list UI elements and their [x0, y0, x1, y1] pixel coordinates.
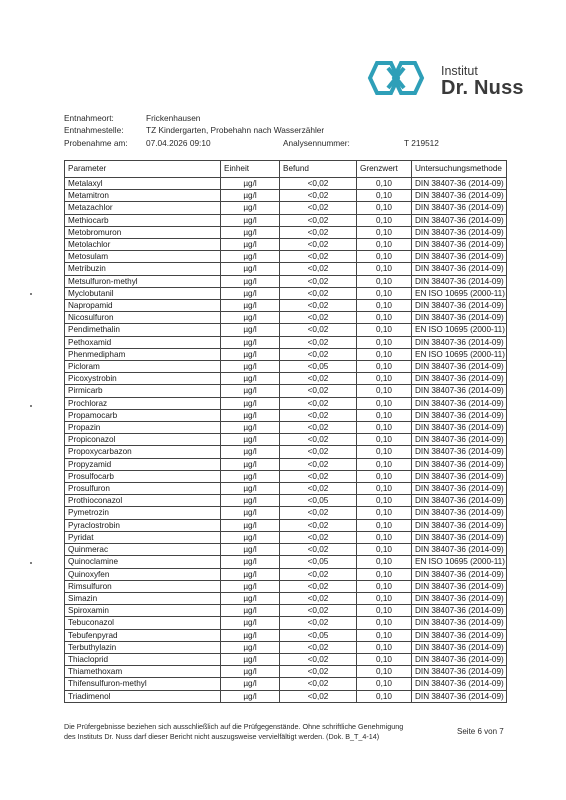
cell-parameter: Pendimethalin [65, 324, 221, 336]
cell-einheit: µg/l [221, 458, 280, 470]
table-row [65, 483, 507, 495]
table-row [65, 348, 507, 360]
cell-einheit: µg/l [221, 495, 280, 507]
cell-parameter: Prosulfuron [65, 483, 221, 495]
cell-grenzwert: 0,10 [357, 458, 412, 470]
cell-befund: <0,02 [280, 336, 357, 348]
cell-methode: DIN 38407-36 (2014-09) [412, 458, 507, 470]
cell-einheit: µg/l [221, 287, 280, 299]
cell-parameter: Pethoxamid [65, 336, 221, 348]
cell-befund: <0,02 [280, 483, 357, 495]
probenahme-label: Probenahme am: [64, 138, 128, 148]
table-row [65, 653, 507, 665]
cell-befund: <0,05 [280, 556, 357, 568]
table-row [65, 263, 507, 275]
cell-einheit: µg/l [221, 178, 280, 190]
cell-befund: <0,02 [280, 214, 357, 226]
cell-parameter: Picloram [65, 361, 221, 373]
cell-parameter: Pirmicarb [65, 385, 221, 397]
cell-methode: DIN 38407-36 (2014-09) [412, 214, 507, 226]
cell-befund: <0,02 [280, 666, 357, 678]
cell-grenzwert: 0,10 [357, 409, 412, 421]
header-parameter: Parameter [65, 161, 221, 178]
cell-parameter: Pymetrozin [65, 507, 221, 519]
cell-methode: DIN 38407-36 (2014-09) [412, 361, 507, 373]
table-row [65, 446, 507, 458]
cell-grenzwert: 0,10 [357, 580, 412, 592]
cell-grenzwert: 0,10 [357, 263, 412, 275]
cell-grenzwert: 0,10 [357, 336, 412, 348]
cell-befund: <0,02 [280, 592, 357, 604]
cell-grenzwert: 0,10 [357, 556, 412, 568]
cell-parameter: Prosulfocarb [65, 470, 221, 482]
cell-befund: <0,02 [280, 507, 357, 519]
cell-befund: <0,02 [280, 251, 357, 263]
institute-name: Dr. Nuss [441, 77, 524, 99]
cell-parameter: Metazachlor [65, 202, 221, 214]
cell-einheit: µg/l [221, 483, 280, 495]
cell-grenzwert: 0,10 [357, 178, 412, 190]
institute-label: Institut [441, 64, 478, 78]
cell-methode: DIN 38407-36 (2014-09) [412, 592, 507, 604]
table-header-row [65, 161, 507, 178]
cell-befund: <0,02 [280, 605, 357, 617]
cell-grenzwert: 0,10 [357, 348, 412, 360]
cell-einheit: µg/l [221, 422, 280, 434]
table-row [65, 434, 507, 446]
table-row [65, 178, 507, 190]
cell-parameter: Tebuconazol [65, 617, 221, 629]
cell-grenzwert: 0,10 [357, 629, 412, 641]
cell-einheit: µg/l [221, 312, 280, 324]
cell-einheit: µg/l [221, 239, 280, 251]
cell-einheit: µg/l [221, 263, 280, 275]
cell-methode: DIN 38407-36 (2014-09) [412, 239, 507, 251]
cell-befund: <0,02 [280, 678, 357, 690]
table-row [65, 666, 507, 678]
hexagon-logo-icon [366, 61, 436, 95]
cell-parameter: Tebufenpyrad [65, 629, 221, 641]
table-row [65, 397, 507, 409]
cell-parameter: Thiamethoxam [65, 666, 221, 678]
cell-grenzwert: 0,10 [357, 422, 412, 434]
table-row [65, 312, 507, 324]
cell-grenzwert: 0,10 [357, 275, 412, 287]
cell-methode: DIN 38407-36 (2014-09) [412, 190, 507, 202]
cell-einheit: µg/l [221, 605, 280, 617]
cell-grenzwert: 0,10 [357, 653, 412, 665]
table-row [65, 300, 507, 312]
cell-befund: <0,02 [280, 287, 357, 299]
cell-befund: <0,02 [280, 263, 357, 275]
cell-befund: <0,02 [280, 617, 357, 629]
header-grenzwert: Grenzwert [357, 161, 412, 178]
cell-grenzwert: 0,10 [357, 544, 412, 556]
cell-methode: DIN 38407-36 (2014-09) [412, 495, 507, 507]
cell-befund: <0,02 [280, 458, 357, 470]
cell-parameter: Pyridat [65, 531, 221, 543]
cell-befund: <0,02 [280, 580, 357, 592]
cell-methode: DIN 38407-36 (2014-09) [412, 409, 507, 421]
cell-einheit: µg/l [221, 324, 280, 336]
cell-parameter: Metalaxyl [65, 178, 221, 190]
cell-methode: DIN 38407-36 (2014-09) [412, 263, 507, 275]
cell-einheit: µg/l [221, 653, 280, 665]
cell-grenzwert: 0,10 [357, 641, 412, 653]
cell-befund: <0,02 [280, 422, 357, 434]
table-row [65, 592, 507, 604]
cell-befund: <0,02 [280, 178, 357, 190]
cell-parameter: Metolachlor [65, 239, 221, 251]
cell-grenzwert: 0,10 [357, 531, 412, 543]
cell-parameter: Propyzamid [65, 458, 221, 470]
cell-befund: <0,02 [280, 531, 357, 543]
cell-grenzwert: 0,10 [357, 190, 412, 202]
cell-grenzwert: 0,10 [357, 397, 412, 409]
cell-einheit: µg/l [221, 226, 280, 238]
cell-befund: <0,02 [280, 275, 357, 287]
cell-einheit: µg/l [221, 434, 280, 446]
table-row [65, 556, 507, 568]
cell-grenzwert: 0,10 [357, 202, 412, 214]
cell-einheit: µg/l [221, 251, 280, 263]
cell-methode: DIN 38407-36 (2014-09) [412, 483, 507, 495]
cell-befund: <0,02 [280, 397, 357, 409]
cell-methode: DIN 38407-36 (2014-09) [412, 422, 507, 434]
table-row [65, 544, 507, 556]
cell-parameter: Triadimenol [65, 690, 221, 702]
cell-grenzwert: 0,10 [357, 605, 412, 617]
cell-einheit: µg/l [221, 544, 280, 556]
cell-einheit: µg/l [221, 666, 280, 678]
cell-parameter: Napropamid [65, 300, 221, 312]
cell-befund: <0,02 [280, 470, 357, 482]
cell-einheit: µg/l [221, 617, 280, 629]
cell-parameter: Picoxystrobin [65, 373, 221, 385]
table-row [65, 422, 507, 434]
cell-befund: <0,02 [280, 300, 357, 312]
cell-methode: DIN 38407-36 (2014-09) [412, 202, 507, 214]
analysennummer-label: Analysennummer: [283, 138, 350, 148]
table-row [65, 617, 507, 629]
cell-grenzwert: 0,10 [357, 507, 412, 519]
cell-einheit: µg/l [221, 409, 280, 421]
cell-befund: <0,02 [280, 190, 357, 202]
cell-befund: <0,02 [280, 446, 357, 458]
table-row [65, 409, 507, 421]
cell-befund: <0,02 [280, 324, 357, 336]
cell-befund: <0,02 [280, 544, 357, 556]
cell-grenzwert: 0,10 [357, 239, 412, 251]
cell-einheit: µg/l [221, 556, 280, 568]
cell-methode: DIN 38407-36 (2014-09) [412, 373, 507, 385]
cell-parameter: Metosulam [65, 251, 221, 263]
cell-grenzwert: 0,10 [357, 214, 412, 226]
cell-parameter: Metsulfuron-methyl [65, 275, 221, 287]
cell-befund: <0,02 [280, 519, 357, 531]
cell-befund: <0,02 [280, 226, 357, 238]
cell-befund: <0,02 [280, 409, 357, 421]
table-row [65, 580, 507, 592]
cell-methode: EN ISO 10695 (2000-11) [412, 287, 507, 299]
cell-parameter: Metobromuron [65, 226, 221, 238]
cell-parameter: Propazin [65, 422, 221, 434]
cell-einheit: µg/l [221, 641, 280, 653]
cell-parameter: Propamocarb [65, 409, 221, 421]
cell-einheit: µg/l [221, 385, 280, 397]
cell-parameter: Spiroxamin [65, 605, 221, 617]
cell-einheit: µg/l [221, 690, 280, 702]
cell-grenzwert: 0,10 [357, 568, 412, 580]
table-row [65, 458, 507, 470]
cell-parameter: Propoxycarbazon [65, 446, 221, 458]
cell-methode: DIN 38407-36 (2014-09) [412, 617, 507, 629]
table-row [65, 324, 507, 336]
cell-parameter: Methiocarb [65, 214, 221, 226]
cell-grenzwert: 0,10 [357, 324, 412, 336]
cell-parameter: Rimsulfuron [65, 580, 221, 592]
analysennummer-value: T 219512 [404, 138, 439, 148]
cell-grenzwert: 0,10 [357, 312, 412, 324]
cell-befund: <0,05 [280, 629, 357, 641]
cell-methode: DIN 38407-36 (2014-09) [412, 312, 507, 324]
cell-grenzwert: 0,10 [357, 226, 412, 238]
entnahmestelle-label: Entnahmestelle: [64, 125, 124, 135]
table-row [65, 568, 507, 580]
cell-methode: DIN 38407-36 (2014-09) [412, 605, 507, 617]
cell-methode: EN ISO 10695 (2000-11) [412, 324, 507, 336]
cell-grenzwert: 0,10 [357, 287, 412, 299]
cell-parameter: Metamitron [65, 190, 221, 202]
probenahme-value: 07.04.2026 09:10 [146, 138, 211, 148]
entnahmestelle-value: TZ Kindergarten, Probehahn nach Wasserzähler [146, 125, 325, 135]
table-row [65, 470, 507, 482]
cell-parameter: Thiacloprid [65, 653, 221, 665]
cell-grenzwert: 0,10 [357, 592, 412, 604]
cell-parameter: Metribuzin [65, 263, 221, 275]
header-untersuchungsmethode: Untersuchungsmethode [412, 161, 507, 178]
table-row [65, 641, 507, 653]
cell-einheit: µg/l [221, 470, 280, 482]
cell-methode: DIN 38407-36 (2014-09) [412, 568, 507, 580]
cell-einheit: µg/l [221, 580, 280, 592]
cell-methode: DIN 38407-36 (2014-09) [412, 507, 507, 519]
cell-methode: DIN 38407-36 (2014-09) [412, 434, 507, 446]
cell-grenzwert: 0,10 [357, 678, 412, 690]
entnahmeort-label: Entnahmeort: [64, 113, 114, 123]
cell-parameter: Terbuthylazin [65, 641, 221, 653]
cell-methode: DIN 38407-36 (2014-09) [412, 470, 507, 482]
cell-parameter: Propiconazol [65, 434, 221, 446]
cell-befund: <0,02 [280, 348, 357, 360]
cell-einheit: µg/l [221, 214, 280, 226]
table-row [65, 495, 507, 507]
table-row [65, 226, 507, 238]
cell-methode: DIN 38407-36 (2014-09) [412, 336, 507, 348]
table-row [65, 531, 507, 543]
cell-methode: DIN 38407-36 (2014-09) [412, 666, 507, 678]
cell-methode: EN ISO 10695 (2000-11) [412, 556, 507, 568]
table-row [65, 361, 507, 373]
cell-befund: <0,05 [280, 361, 357, 373]
cell-einheit: µg/l [221, 446, 280, 458]
table-row [65, 275, 507, 287]
cell-einheit: µg/l [221, 592, 280, 604]
cell-methode: EN ISO 10695 (2000-11) [412, 348, 507, 360]
cell-grenzwert: 0,10 [357, 251, 412, 263]
cell-methode: DIN 38407-36 (2014-09) [412, 690, 507, 702]
page-number: Seite 6 von 7 [457, 727, 504, 736]
cell-methode: DIN 38407-36 (2014-09) [412, 397, 507, 409]
cell-parameter: Quinoxyfen [65, 568, 221, 580]
table-row [65, 214, 507, 226]
cell-grenzwert: 0,10 [357, 690, 412, 702]
cell-einheit: µg/l [221, 519, 280, 531]
cell-grenzwert: 0,10 [357, 385, 412, 397]
disclaimer-line-1: Die Prüfergebnisse beziehen sich ausschließlich auf die Prüfgegenstände. Ohne schriftliche Genehmigung [64, 722, 404, 731]
cell-befund: <0,05 [280, 495, 357, 507]
entnahmeort-value: Frickenhausen [146, 113, 201, 123]
cell-grenzwert: 0,10 [357, 519, 412, 531]
table-row [65, 519, 507, 531]
table-row [65, 605, 507, 617]
cell-parameter: Prochloraz [65, 397, 221, 409]
table-row [65, 190, 507, 202]
table-row [65, 507, 507, 519]
table-row [65, 251, 507, 263]
cell-methode: DIN 38407-36 (2014-09) [412, 251, 507, 263]
cell-methode: DIN 38407-36 (2014-09) [412, 446, 507, 458]
cell-einheit: µg/l [221, 361, 280, 373]
cell-befund: <0,02 [280, 239, 357, 251]
cell-grenzwert: 0,10 [357, 495, 412, 507]
cell-parameter: Pyraclostrobin [65, 519, 221, 531]
cell-methode: DIN 38407-36 (2014-09) [412, 580, 507, 592]
cell-parameter: Prothioconazol [65, 495, 221, 507]
cell-einheit: µg/l [221, 507, 280, 519]
cell-grenzwert: 0,10 [357, 470, 412, 482]
cell-parameter: Thifensulfuron-methyl [65, 678, 221, 690]
header-einheit: Einheit [221, 161, 280, 178]
table-row [65, 239, 507, 251]
cell-einheit: µg/l [221, 348, 280, 360]
cell-einheit: µg/l [221, 397, 280, 409]
cell-parameter: Myclobutanil [65, 287, 221, 299]
disclaimer-line-2: des Instituts Dr. Nuss darf dieser Bericht nicht auszugsweise vervielfältigt werden. (Dok. B_T_4-14) [64, 732, 380, 741]
table-row [65, 690, 507, 702]
table-row [65, 287, 507, 299]
cell-befund: <0,02 [280, 373, 357, 385]
cell-befund: <0,02 [280, 202, 357, 214]
cell-grenzwert: 0,10 [357, 666, 412, 678]
cell-grenzwert: 0,10 [357, 373, 412, 385]
margin-mark [30, 293, 32, 295]
cell-befund: <0,02 [280, 653, 357, 665]
cell-einheit: µg/l [221, 202, 280, 214]
cell-methode: DIN 38407-36 (2014-09) [412, 678, 507, 690]
cell-methode: DIN 38407-36 (2014-09) [412, 519, 507, 531]
cell-parameter: Phenmedipham [65, 348, 221, 360]
cell-einheit: µg/l [221, 531, 280, 543]
table-row [65, 373, 507, 385]
disclaimer [64, 722, 403, 742]
table-row [65, 678, 507, 690]
cell-parameter: Nicosulfuron [65, 312, 221, 324]
cell-parameter: Quinmerac [65, 544, 221, 556]
cell-befund: <0,02 [280, 312, 357, 324]
cell-einheit: µg/l [221, 373, 280, 385]
margin-mark [30, 562, 32, 564]
cell-methode: DIN 38407-36 (2014-09) [412, 385, 507, 397]
cell-parameter: Simazin [65, 592, 221, 604]
results-table [64, 160, 507, 703]
cell-befund: <0,02 [280, 434, 357, 446]
cell-einheit: µg/l [221, 336, 280, 348]
margin-mark [30, 405, 32, 407]
cell-methode: DIN 38407-36 (2014-09) [412, 544, 507, 556]
table-row [65, 629, 507, 641]
cell-einheit: µg/l [221, 275, 280, 287]
cell-grenzwert: 0,10 [357, 617, 412, 629]
institute-logo [366, 58, 536, 100]
cell-einheit: µg/l [221, 300, 280, 312]
cell-methode: DIN 38407-36 (2014-09) [412, 300, 507, 312]
cell-grenzwert: 0,10 [357, 446, 412, 458]
cell-grenzwert: 0,10 [357, 300, 412, 312]
cell-befund: <0,02 [280, 568, 357, 580]
header-befund: Befund [280, 161, 357, 178]
cell-methode: DIN 38407-36 (2014-09) [412, 531, 507, 543]
cell-grenzwert: 0,10 [357, 434, 412, 446]
cell-methode: DIN 38407-36 (2014-09) [412, 275, 507, 287]
cell-einheit: µg/l [221, 568, 280, 580]
table-row [65, 202, 507, 214]
cell-methode: DIN 38407-36 (2014-09) [412, 178, 507, 190]
cell-methode: DIN 38407-36 (2014-09) [412, 226, 507, 238]
table-row [65, 336, 507, 348]
cell-methode: DIN 38407-36 (2014-09) [412, 641, 507, 653]
cell-parameter: Quinoclamine [65, 556, 221, 568]
cell-befund: <0,02 [280, 641, 357, 653]
table-row [65, 385, 507, 397]
cell-methode: DIN 38407-36 (2014-09) [412, 629, 507, 641]
cell-methode: DIN 38407-36 (2014-09) [412, 653, 507, 665]
cell-befund: <0,02 [280, 690, 357, 702]
cell-einheit: µg/l [221, 678, 280, 690]
cell-befund: <0,02 [280, 385, 357, 397]
cell-grenzwert: 0,10 [357, 361, 412, 373]
cell-grenzwert: 0,10 [357, 483, 412, 495]
cell-einheit: µg/l [221, 629, 280, 641]
cell-einheit: µg/l [221, 190, 280, 202]
